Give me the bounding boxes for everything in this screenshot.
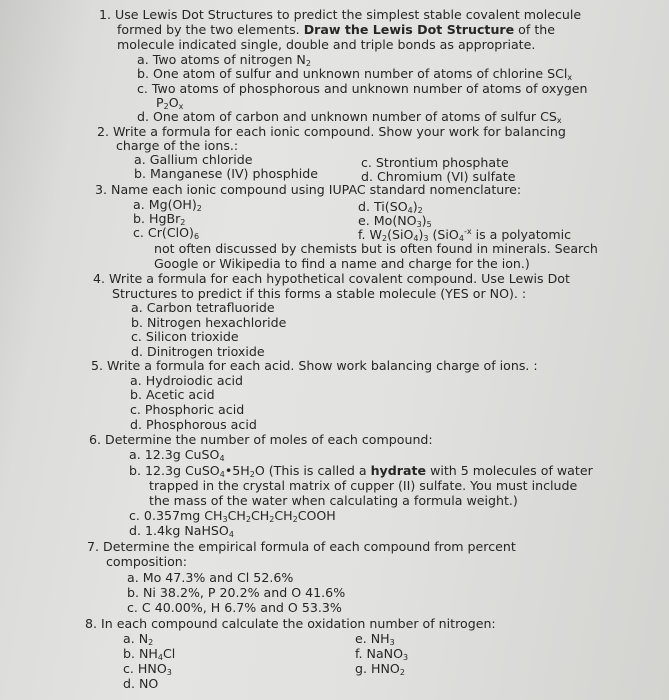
q1-line-1: 1. Use Lewis Dot Structures to predict the simplest stable covalent molecule	[99, 7, 582, 22]
q6-item-c: c. 0.357mg $CH_3CH_2CH_2CH_2COOH$	[129, 508, 336, 524]
q4-item-c: c. Silicon trioxide	[131, 329, 239, 344]
q1-item-a: a. Two atoms of nitrogen $N_2$	[137, 52, 311, 68]
q2-item-b: b. Manganese (IV) phosphide	[134, 166, 318, 181]
q4-item-a: a. Carbon tetrafluoride	[131, 300, 275, 315]
q1-item-b: b. One atom of sulfur and unknown number of atoms of chlorine SCl$_x$	[137, 66, 573, 82]
q3-item-a: a. $Mg(OH)_2$	[133, 197, 202, 213]
q5-line-1: 5. Write a formula for each acid. Show work balancing charge of ions. :	[91, 358, 538, 373]
q6-item-a: a. 12.3g CuSO$_4$	[129, 447, 225, 463]
q8-item-g: g. $HNO_2$	[355, 661, 405, 677]
q7-item-b: b. Ni 38.2%, P 20.2% and O 41.6%	[127, 585, 346, 600]
q1-line-2: formed by the two elements. Draw the Lewis Dot Structure of the	[117, 22, 555, 37]
q7-item-c: c. C 40.00%, H 6.7% and O 53.3%	[127, 600, 342, 615]
q2-item-a: a. Gallium chloride	[134, 152, 253, 167]
q6-line-4: trapped in the crystal matrix of cupper (II) sulfate. You must include	[149, 478, 578, 493]
q8-item-c: c. $HNO_3$	[123, 661, 172, 677]
q2-item-c: c. Strontium phosphate	[361, 155, 509, 170]
q7-line-1: 7. Determine the empirical formula of each compound from percent	[87, 539, 516, 554]
q3-item-f: f. $W_2(SiO_4)_3$ (SiO$_4^{-x}$ is a polyatomic	[358, 227, 572, 243]
q7-line-2: composition:	[106, 554, 188, 569]
q1-item-d: d. One atom of carbon and unknown number of atoms of sulfur $CS_x$	[137, 109, 562, 125]
q5-item-a: a. Hydroiodic acid	[130, 373, 244, 388]
q4-line-1: 4. Write a formula for each hypothetical covalent compound. Use Lewis Dot	[93, 271, 570, 286]
q2-line-2: charge of the ions.:	[116, 138, 239, 153]
q1-item-c: c. Two atoms of phosphorous and unknown number of atoms of oxygen	[137, 81, 588, 96]
q1-bold-instruction: Draw the Lewis Dot Structure	[303, 22, 515, 37]
q5-item-d: d. Phosphorous acid	[130, 417, 257, 432]
q2-line-1: 2. Write a formula for each ionic compound. Show your work for balancing	[97, 124, 566, 139]
q3-item-d: d. $Ti(SO_4)_2$	[358, 199, 423, 215]
q6-line-5: the mass of the water when calculating a formula weight.)	[149, 493, 518, 508]
q1-line-3: molecule indicated single, double and triple bonds as appropriate.	[117, 37, 536, 52]
q8-item-a: a. $N_2$	[123, 631, 154, 647]
q5-item-c: c. Phosphoric acid	[130, 402, 245, 417]
q8-line-1: 8. In each compound calculate the oxidation number of nitrogen:	[85, 616, 496, 631]
q6-line-1: 6. Determine the number of moles of each compound:	[89, 432, 433, 447]
q3-item-b: b. HgBr$_2$	[133, 211, 186, 227]
q3-line-5: not often discussed by chemists but is often found in minerals. Search	[154, 241, 598, 256]
q5-item-b: b. Acetic acid	[130, 387, 215, 402]
q8-item-b: b. $NH_4Cl$	[123, 646, 176, 662]
q4-item-b: b. Nitrogen hexachloride	[131, 315, 287, 330]
q6-item-d: d. 1.4kg NaHSO$_4$	[129, 523, 234, 539]
q6-item-b: b. 12.3g $CuSO_4•5H_2O$ (This is called a hydrate with 5 molecules of water	[129, 463, 593, 479]
q7-item-a: a. Mo 47.3% and Cl 52.6%	[127, 570, 294, 585]
q3-item-e: e. $Mo(NO_3)_5$	[358, 213, 432, 229]
q3-line-1: 3. Name each ionic compound using IUPAC standard nomenclature:	[95, 182, 522, 197]
q4-line-2: Structures to predict if this forms a stable molecule (YES or NO). :	[112, 286, 527, 301]
q4-item-d: d. Dinitrogen trioxide	[131, 344, 265, 359]
q2-item-d: d. Chromium (VI) sulfate	[361, 169, 516, 184]
q3-line-6: Google or Wikipedia to find a name and charge for the ion.)	[154, 256, 530, 271]
q8-item-d: d. NO	[123, 676, 159, 691]
q8-item-f: f. NaNO$_3$	[355, 646, 409, 662]
q8-item-e: e. $NH_3$	[355, 631, 395, 647]
q1-item-c-formula: $P_2O_x$	[156, 95, 184, 111]
q3-item-c: c. $Cr(ClO)_6$	[133, 225, 200, 241]
q6-hydrate-bold: hydrate	[370, 463, 427, 478]
